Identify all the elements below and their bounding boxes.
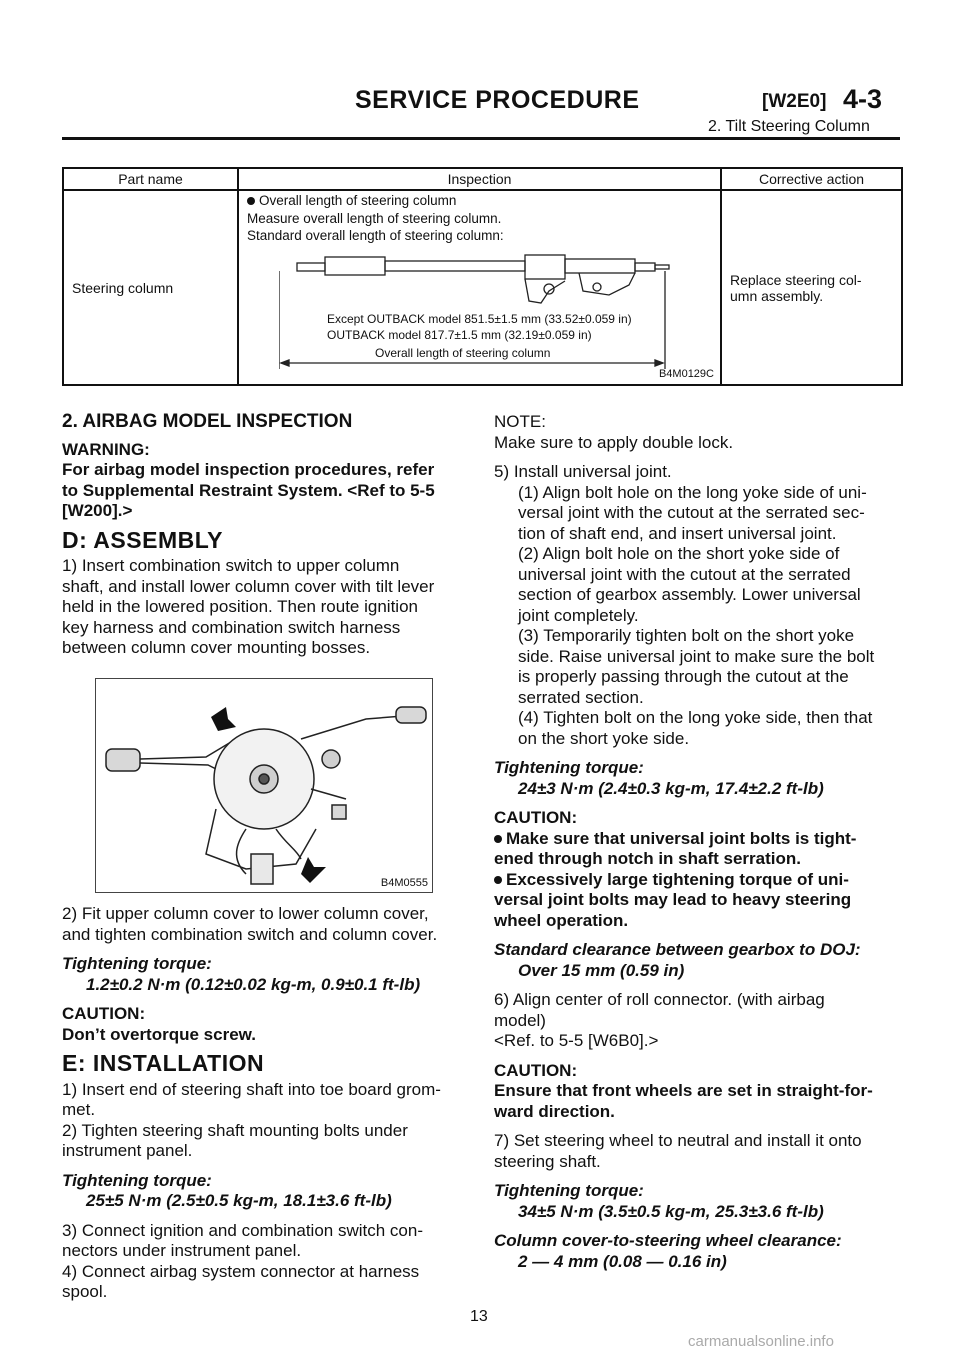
step6-line-2: model) [494, 1010, 546, 1030]
inspection-title: Overall length of steering column [259, 193, 457, 208]
arrow-icon [301, 857, 326, 883]
heading-assembly: D: ASSEMBLY [62, 526, 223, 553]
torque-value-4: 34±5 N·m (3.5±0.5 kg-m, 25.3±3.6 ft-lb) [518, 1201, 824, 1221]
caution-label-3: CAUTION: [494, 1060, 578, 1080]
col-part-name: Part name [63, 168, 238, 190]
warning-line-1: For airbag model inspection procedures, refer [62, 460, 435, 479]
step1-line-4: key harness and combination switch harness [62, 617, 401, 637]
action-line-1: Replace steering col- [730, 271, 862, 288]
caution3-line-2: ward direction. [494, 1101, 615, 1121]
inspection-line-2: Measure overall length of steering column. [247, 211, 502, 226]
step6-line-3: <Ref. to 5-5 [W6B0].> [494, 1031, 659, 1050]
diagram-label-except-outback: Except OUTBACK model 851.5±1.5 mm (33.52±0.059 in) [327, 312, 632, 326]
action-line-2: umn assembly. [730, 287, 824, 304]
steering-column-diagram [279, 251, 699, 371]
clearance-label: Standard clearance between gearbox to DOJ: [494, 940, 861, 959]
step5-2-line-4: joint completely. [518, 605, 639, 625]
bullet-icon [494, 835, 502, 843]
inst2-line-1: 2) Tighten steering shaft mounting bolts under [62, 1120, 408, 1140]
cell-part: Steering column [63, 190, 238, 385]
inspection-line-3: Standard overall length of steering column: [247, 228, 504, 243]
figure-code: B4M0129C [658, 368, 714, 380]
warning-line-3: [W200].> [62, 501, 133, 520]
caution2-bullet2-line-2: versal joint bolts may lead to heavy steering [494, 890, 852, 909]
heading-airbag: 2. AIRBAG MODEL INSPECTION [62, 411, 353, 432]
watermark: carmanualsonline.info [688, 1333, 834, 1350]
cell-action [721, 190, 902, 385]
table-row [63, 190, 902, 385]
torque-value-2: 25±5 N·m (2.5±0.5 kg-m, 18.1±3.6 ft-lb) [86, 1191, 392, 1210]
arrow-icon [211, 707, 236, 731]
step1-line-5: between column cover mounting bosses. [62, 638, 371, 657]
step5-3-line-4: serrated section. [518, 687, 644, 707]
inst3-line-2: nectors under instrument panel. [62, 1241, 302, 1260]
step2-line-1: 2) Fit upper column cover to lower column cover, [62, 904, 429, 923]
torque-label-2: Tightening torque: [62, 1170, 212, 1190]
step5-2-line-3: section of gearbox assembly. Lower universal [518, 585, 861, 604]
step5-4-line-1: (4) Tighten bolt on the long yoke side, then that [518, 708, 873, 727]
section-code: [W2E0] [762, 91, 827, 112]
step6-line-1: 6) Align center of roll connector. (with airbag [494, 990, 825, 1009]
col-corrective-action: Corrective action [721, 168, 902, 190]
page-number: 13 [470, 1308, 488, 1325]
inst3-line-1: 3) Connect ignition and combination switch con- [62, 1220, 423, 1240]
clearance-value: Over 15 mm (0.59 in) [518, 960, 685, 980]
note-label: NOTE: [494, 412, 546, 431]
caution-text-1: Don’t overtorque screw. [62, 1024, 256, 1044]
step7-line-2: steering shaft. [494, 1151, 601, 1171]
step5-3-line-1: (3) Temporarily tighten bolt on the short yoke [518, 626, 855, 645]
step5-3-line-3: is properly passing through the cutout at the [518, 667, 849, 686]
cell-inspection [238, 190, 721, 385]
diagram-label-outback: OUTBACK model 817.7±1.5 mm (32.19±0.059 in) [327, 328, 592, 342]
inst4-line-1: 4) Connect airbag system connector at harness [62, 1261, 420, 1281]
step5-4-line-2: on the short yoke side. [518, 728, 690, 748]
note-text: Make sure to apply double lock. [494, 432, 734, 452]
step5-1-line-2: versal joint with the cutout at the serrated sec- [518, 503, 865, 522]
warning-label: WARNING: [62, 439, 150, 459]
left-column-lower [62, 904, 472, 1303]
step5-3-line-2: side. Raise universal joint to make sure the bolt [518, 646, 875, 666]
step1-line-1: 1) Insert combination switch to upper column [62, 556, 400, 575]
step1-line-2: shaft, and install lower column cover with tilt lever [62, 576, 435, 596]
step5: 5) Install universal joint. [494, 462, 672, 481]
caution2-bullet1-line-1: Make sure that universal joint bolts is tight- [506, 828, 857, 848]
inst2-line-2: instrument panel. [62, 1141, 193, 1160]
caution2-bullet1-line-2: ened through notch in shaft serration. [494, 849, 801, 868]
step7-line-1: 7) Set steering wheel to neutral and install it onto [494, 1131, 862, 1150]
caution3-line-1: Ensure that front wheels are set in straight-for- [494, 1081, 873, 1100]
combination-switch-illustration [96, 679, 432, 892]
warning-line-2: to Supplemental Restraint System. <Ref to 5-5 [62, 480, 435, 500]
inspection-table [62, 167, 903, 386]
inst1-line-2: met. [62, 1100, 96, 1119]
table-header-row [63, 168, 902, 190]
bullet-icon [494, 876, 502, 884]
bullet-icon [247, 197, 255, 205]
inst1-line-1: 1) Insert end of steering shaft into toe board grom- [62, 1079, 441, 1099]
caution2-bullet2-line-3: wheel operation. [494, 910, 629, 930]
header-rule [62, 137, 900, 140]
right-column [494, 412, 904, 1272]
combination-switch-figure [95, 678, 433, 893]
torque-label-4: Tightening torque: [494, 1181, 644, 1200]
diagram-label-overall: Overall length of steering column [375, 346, 551, 360]
caution-label: CAUTION: [62, 1004, 146, 1023]
torque-value-1: 1.2±0.2 N·m (0.12±0.02 kg-m, 0.9±0.1 ft-lb) [86, 974, 421, 994]
step5-2-line-2: universal joint with the cutout at the serrated [518, 564, 851, 584]
caution2-bullet2-line-1: Excessively large tightening torque of uni- [506, 869, 849, 889]
step2-line-2: and tighten combination switch and column cover. [62, 924, 438, 944]
section-subtitle: 2. Tilt Steering Column [708, 118, 870, 135]
cover-clearance-value: 2 — 4 mm (0.08 — 0.16 in) [518, 1251, 727, 1271]
cover-clearance-label: Column cover-to-steering wheel clearance: [494, 1231, 842, 1250]
section-title: SERVICE PROCEDURE [355, 86, 640, 114]
step5-1-line-3: tion of shaft end, and insert universal joint. [518, 523, 837, 543]
step1-line-3: held in the lowered position. Then route ignition [62, 597, 418, 616]
left-column [62, 412, 472, 659]
section-number: 4-3 [843, 84, 883, 114]
inst4-line-2: spool. [62, 1282, 108, 1301]
torque-label: Tightening torque: [62, 954, 212, 973]
caution-label-2: CAUTION: [494, 808, 578, 827]
torque-value-3: 24±3 N·m (2.4±0.3 kg-m, 17.4±2.2 ft-lb) [518, 778, 824, 798]
figure-code: B4M0555 [380, 877, 428, 889]
torque-label-3: Tightening torque: [494, 758, 644, 777]
step5-2-line-1: (2) Align bolt hole on the short yoke side of [518, 544, 840, 563]
col-inspection: Inspection [238, 168, 721, 190]
heading-installation: E: INSTALLATION [62, 1050, 265, 1076]
step5-1-line-1: (1) Align bolt hole on the long yoke side of uni- [518, 482, 867, 502]
